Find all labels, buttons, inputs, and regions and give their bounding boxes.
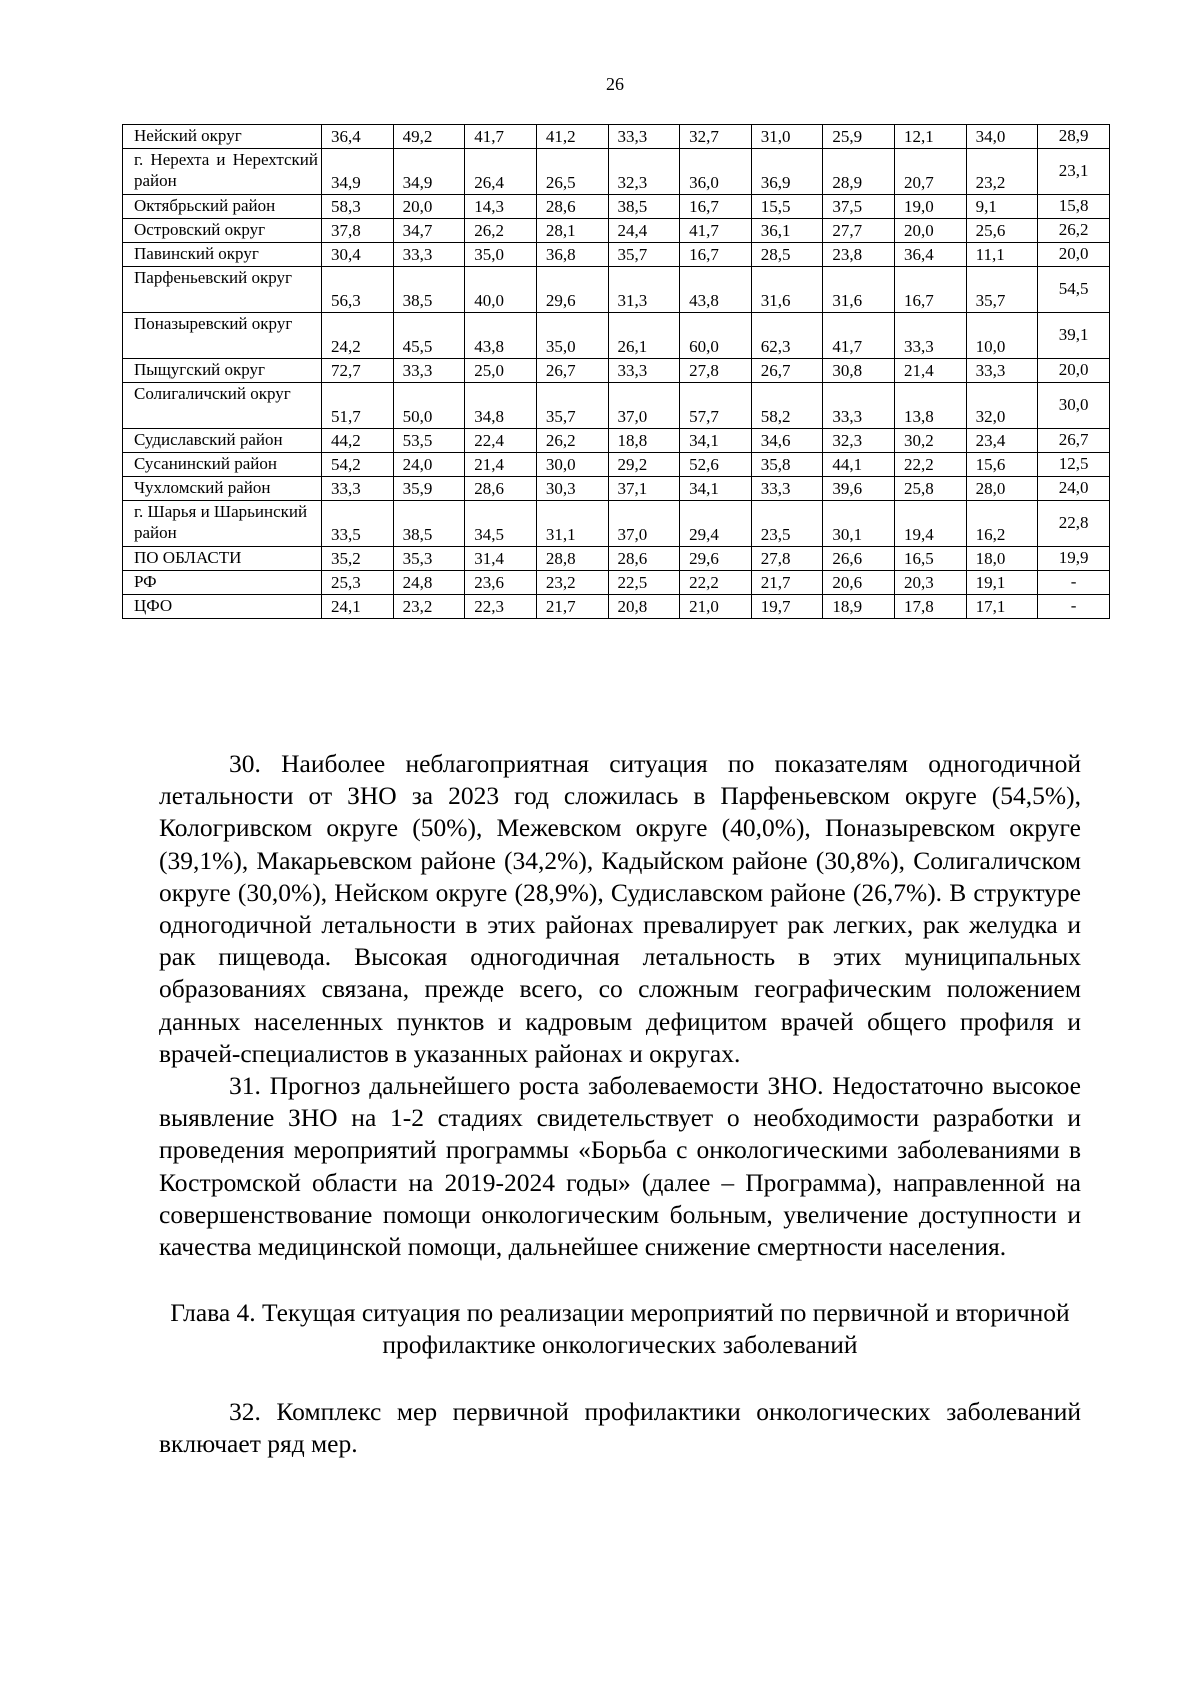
page-number: 26 <box>606 74 624 94</box>
region-name-cell: РФ <box>123 571 322 595</box>
value-cell: 31,1 <box>536 501 608 547</box>
value-2023-cell: 20,0 <box>1038 243 1110 267</box>
value-cell: 30,4 <box>322 243 394 267</box>
value-2023-cell: 39,1 <box>1038 313 1110 359</box>
value-cell: 43,8 <box>465 313 537 359</box>
value-cell: 12,1 <box>895 125 967 149</box>
value-cell: 18,8 <box>608 429 680 453</box>
value-cell: 15,5 <box>751 195 823 219</box>
value-cell: 36,9 <box>751 149 823 195</box>
value-cell: 30,8 <box>823 359 895 383</box>
value-cell: 38,5 <box>393 501 465 547</box>
value-cell: 35,7 <box>966 267 1038 313</box>
value-cell: 26,1 <box>608 313 680 359</box>
value-cell: 27,8 <box>680 359 752 383</box>
value-cell: 35,9 <box>393 477 465 501</box>
value-cell: 24,8 <box>393 571 465 595</box>
value-cell: 52,6 <box>680 453 752 477</box>
value-cell: 58,2 <box>751 383 823 429</box>
value-2023-cell: 30,0 <box>1038 383 1110 429</box>
region-name-cell: Чухломский район <box>123 477 322 501</box>
value-cell: 44,2 <box>322 429 394 453</box>
region-name-cell: Солигаличский округ <box>123 383 322 429</box>
value-cell: 24,4 <box>608 219 680 243</box>
value-cell: 34,0 <box>966 125 1038 149</box>
value-cell: 28,6 <box>465 477 537 501</box>
value-2023-cell: 19,9 <box>1038 547 1110 571</box>
value-2023-cell: 23,1 <box>1038 149 1110 195</box>
value-cell: 11,1 <box>966 243 1038 267</box>
value-cell: 32,3 <box>823 429 895 453</box>
value-cell: 25,3 <box>322 571 394 595</box>
value-cell: 15,6 <box>966 453 1038 477</box>
value-2023-cell: 15,8 <box>1038 195 1110 219</box>
value-cell: 35,0 <box>536 313 608 359</box>
value-cell: 34,9 <box>393 149 465 195</box>
value-cell: 28,0 <box>966 477 1038 501</box>
table-row <box>123 477 1110 501</box>
table-row <box>123 429 1110 453</box>
value-cell: 25,0 <box>465 359 537 383</box>
value-2023-cell: 20,0 <box>1038 359 1110 383</box>
region-name-cell: ЦФО <box>123 595 322 619</box>
value-cell: 36,8 <box>536 243 608 267</box>
region-name-cell: Парфеньевский округ <box>123 267 322 313</box>
value-cell: 37,1 <box>608 477 680 501</box>
table-row <box>123 195 1110 219</box>
value-cell: 37,0 <box>608 383 680 429</box>
value-cell: 33,3 <box>608 359 680 383</box>
value-2023-cell: - <box>1038 595 1110 619</box>
value-cell: 31,3 <box>608 267 680 313</box>
table-row <box>123 267 1110 313</box>
region-name-cell: ПО ОБЛАСТИ <box>123 547 322 571</box>
paragraph-30: 30. Наиболее неблагоприятная ситуация по показателям одногодичной летальности от ЗНО за 2023 год сложилась в Парфеньевском округе (54,5%), Кологривском округе (50%), Межевском округе (40,0%), Поназыревском округе (39,1%), Макарьевском районе (34,2%), Кадыйском районе (30,8%), Солигаличском округе (30,0%), Нейском округе (28,9%), Судиславском районе (26,7%). В структуре одногодичной летальности в этих районах превалирует рак легких, рак желудка и рак пищевода. Высокая одногодичная летальность в этих муниципальных образованиях связана, прежде всего, со сложным географическим положением данных населенных пунктов и кадровым дефицитом врачей общего профиля и врачей-специалистов в указанных районах и округах. <box>159 749 1081 1068</box>
value-cell: 30,0 <box>536 453 608 477</box>
value-cell: 23,4 <box>966 429 1038 453</box>
region-name-cell: Поназыревский округ <box>123 313 322 359</box>
paragraph-32: 32. Комплекс мер первичной профилактики онкологических заболеваний включает ряд мер. <box>159 1396 1081 1458</box>
value-cell: 31,4 <box>465 547 537 571</box>
value-cell: 35,0 <box>465 243 537 267</box>
value-cell: 20,8 <box>608 595 680 619</box>
value-cell: 34,7 <box>393 219 465 243</box>
value-cell: 35,2 <box>322 547 394 571</box>
value-cell: 35,7 <box>536 383 608 429</box>
value-cell: 23,6 <box>465 571 537 595</box>
value-cell: 34,6 <box>751 429 823 453</box>
value-cell: 33,3 <box>966 359 1038 383</box>
table-row <box>123 313 1110 359</box>
value-cell: 21,0 <box>680 595 752 619</box>
value-cell: 29,2 <box>608 453 680 477</box>
value-cell: 54,2 <box>322 453 394 477</box>
mortality-table <box>122 124 1110 619</box>
value-cell: 23,2 <box>393 595 465 619</box>
table-row <box>123 453 1110 477</box>
value-cell: 29,4 <box>680 501 752 547</box>
value-cell: 26,4 <box>465 149 537 195</box>
value-2023-cell: 26,2 <box>1038 219 1110 243</box>
value-cell: 39,6 <box>823 477 895 501</box>
value-cell: 36,0 <box>680 149 752 195</box>
table-row <box>123 571 1110 595</box>
value-cell: 34,5 <box>465 501 537 547</box>
region-name-cell: Нейский округ <box>123 125 322 149</box>
region-name-cell: Павинский округ <box>123 243 322 267</box>
value-cell: 37,0 <box>608 501 680 547</box>
value-cell: 20,7 <box>895 149 967 195</box>
value-cell: 37,8 <box>322 219 394 243</box>
value-cell: 21,7 <box>536 595 608 619</box>
value-cell: 20,3 <box>895 571 967 595</box>
value-2023-cell: 28,9 <box>1038 125 1110 149</box>
value-cell: 34,1 <box>680 477 752 501</box>
value-cell: 33,5 <box>322 501 394 547</box>
value-cell: 34,9 <box>322 149 394 195</box>
value-cell: 22,5 <box>608 571 680 595</box>
value-cell: 16,5 <box>895 547 967 571</box>
value-cell: 9,1 <box>966 195 1038 219</box>
value-cell: 32,0 <box>966 383 1038 429</box>
value-2023-cell: 24,0 <box>1038 477 1110 501</box>
value-cell: 35,7 <box>608 243 680 267</box>
value-cell: 32,7 <box>680 125 752 149</box>
value-cell: 33,3 <box>751 477 823 501</box>
value-cell: 22,4 <box>465 429 537 453</box>
value-cell: 20,0 <box>393 195 465 219</box>
table-row <box>123 243 1110 267</box>
paragraph-31: 31. Прогноз дальнейшего роста заболеваемости ЗНО. Недостаточно высокое выявление ЗНО на 1-2 стадиях свидетельствует о необходимости разработки и проведения мероприятий программы «Борьба с онкологическими заболеваниями в Костромской области на 2019-2024 годы» (далее – Программа), направленной на совершенствование помощи онкологическим больным, увеличение доступности и качества медицинской помощи, дальнейшее снижение смертности населения. <box>159 1071 1081 1262</box>
value-cell: 34,1 <box>680 429 752 453</box>
value-cell: 22,2 <box>680 571 752 595</box>
region-name-cell: Судиславский район <box>123 429 322 453</box>
value-cell: 23,8 <box>823 243 895 267</box>
value-cell: 19,0 <box>895 195 967 219</box>
value-cell: 28,6 <box>536 195 608 219</box>
value-cell: 26,2 <box>536 429 608 453</box>
value-cell: 19,4 <box>895 501 967 547</box>
value-cell: 32,3 <box>608 149 680 195</box>
value-cell: 36,4 <box>895 243 967 267</box>
value-cell: 41,7 <box>680 219 752 243</box>
value-cell: 16,2 <box>966 501 1038 547</box>
value-cell: 23,2 <box>536 571 608 595</box>
table-row <box>123 547 1110 571</box>
value-cell: 26,2 <box>465 219 537 243</box>
value-cell: 30,3 <box>536 477 608 501</box>
value-cell: 41,2 <box>536 125 608 149</box>
value-cell: 26,7 <box>536 359 608 383</box>
value-cell: 21,4 <box>895 359 967 383</box>
value-cell: 29,6 <box>680 547 752 571</box>
value-cell: 41,7 <box>823 313 895 359</box>
table-row <box>123 501 1110 547</box>
value-cell: 18,0 <box>966 547 1038 571</box>
table-row <box>123 359 1110 383</box>
value-cell: 33,3 <box>322 477 394 501</box>
value-cell: 22,3 <box>465 595 537 619</box>
region-name-cell: Островский округ <box>123 219 322 243</box>
value-cell: 30,1 <box>823 501 895 547</box>
body-text <box>159 748 1081 1460</box>
value-2023-cell: 54,5 <box>1038 267 1110 313</box>
region-name-cell: г. Нерехта и Нерехтский район <box>123 149 322 195</box>
value-cell: 33,3 <box>895 313 967 359</box>
value-cell: 36,4 <box>322 125 394 149</box>
value-cell: 25,8 <box>895 477 967 501</box>
value-2023-cell: 26,7 <box>1038 429 1110 453</box>
region-name-cell: Октябрьский район <box>123 195 322 219</box>
value-cell: 62,3 <box>751 313 823 359</box>
value-cell: 33,3 <box>823 383 895 429</box>
value-cell: 51,7 <box>322 383 394 429</box>
value-2023-cell: 22,8 <box>1038 501 1110 547</box>
value-cell: 16,7 <box>895 267 967 313</box>
value-cell: 31,0 <box>751 125 823 149</box>
value-cell: 23,2 <box>966 149 1038 195</box>
value-cell: 25,9 <box>823 125 895 149</box>
value-cell: 27,8 <box>751 547 823 571</box>
value-cell: 29,6 <box>536 267 608 313</box>
value-cell: 21,4 <box>465 453 537 477</box>
value-cell: 20,0 <box>895 219 967 243</box>
value-cell: 20,6 <box>823 571 895 595</box>
value-2023-cell: 12,5 <box>1038 453 1110 477</box>
value-cell: 31,6 <box>823 267 895 313</box>
value-cell: 33,3 <box>393 359 465 383</box>
table-row <box>123 383 1110 429</box>
value-cell: 21,7 <box>751 571 823 595</box>
value-cell: 53,5 <box>393 429 465 453</box>
value-cell: 35,8 <box>751 453 823 477</box>
value-cell: 38,5 <box>608 195 680 219</box>
value-cell: 43,8 <box>680 267 752 313</box>
value-cell: 28,5 <box>751 243 823 267</box>
value-cell: 16,7 <box>680 195 752 219</box>
value-cell: 26,5 <box>536 149 608 195</box>
value-cell: 24,0 <box>393 453 465 477</box>
value-cell: 24,1 <box>322 595 394 619</box>
value-cell: 19,1 <box>966 571 1038 595</box>
value-cell: 38,5 <box>393 267 465 313</box>
value-cell: 40,0 <box>465 267 537 313</box>
chapter-heading: Глава 4. Текущая ситуация по реализации мероприятий по первичной и вторичной профилактике онкологических заболеваний <box>170 1298 1070 1360</box>
value-cell: 19,7 <box>751 595 823 619</box>
value-cell: 28,6 <box>608 547 680 571</box>
value-cell: 41,7 <box>465 125 537 149</box>
value-cell: 30,2 <box>895 429 967 453</box>
value-cell: 37,5 <box>823 195 895 219</box>
value-cell: 26,6 <box>823 547 895 571</box>
region-name-cell: Сусанинский район <box>123 453 322 477</box>
value-cell: 28,1 <box>536 219 608 243</box>
value-cell: 44,1 <box>823 453 895 477</box>
value-cell: 35,3 <box>393 547 465 571</box>
value-cell: 60,0 <box>680 313 752 359</box>
region-name-cell: г. Шарья и Шарьинский район <box>123 501 322 547</box>
value-cell: 50,0 <box>393 383 465 429</box>
table-row <box>123 219 1110 243</box>
value-cell: 72,7 <box>322 359 394 383</box>
value-cell: 34,8 <box>465 383 537 429</box>
value-cell: 14,3 <box>465 195 537 219</box>
value-cell: 49,2 <box>393 125 465 149</box>
value-cell: 13,8 <box>895 383 967 429</box>
value-cell: 24,2 <box>322 313 394 359</box>
value-cell: 23,5 <box>751 501 823 547</box>
value-cell: 18,9 <box>823 595 895 619</box>
value-2023-cell: - <box>1038 571 1110 595</box>
table-row <box>123 149 1110 195</box>
value-cell: 17,8 <box>895 595 967 619</box>
table-row <box>123 595 1110 619</box>
value-cell: 22,2 <box>895 453 967 477</box>
value-cell: 58,3 <box>322 195 394 219</box>
value-cell: 36,1 <box>751 219 823 243</box>
value-cell: 16,7 <box>680 243 752 267</box>
value-cell: 28,9 <box>823 149 895 195</box>
table-row <box>123 125 1110 149</box>
value-cell: 56,3 <box>322 267 394 313</box>
value-cell: 25,6 <box>966 219 1038 243</box>
value-cell: 26,7 <box>751 359 823 383</box>
value-cell: 45,5 <box>393 313 465 359</box>
value-cell: 10,0 <box>966 313 1038 359</box>
region-name-cell: Пыщугский округ <box>123 359 322 383</box>
value-cell: 28,8 <box>536 547 608 571</box>
value-cell: 33,3 <box>393 243 465 267</box>
value-cell: 31,6 <box>751 267 823 313</box>
value-cell: 33,3 <box>608 125 680 149</box>
value-cell: 57,7 <box>680 383 752 429</box>
value-cell: 27,7 <box>823 219 895 243</box>
value-cell: 17,1 <box>966 595 1038 619</box>
